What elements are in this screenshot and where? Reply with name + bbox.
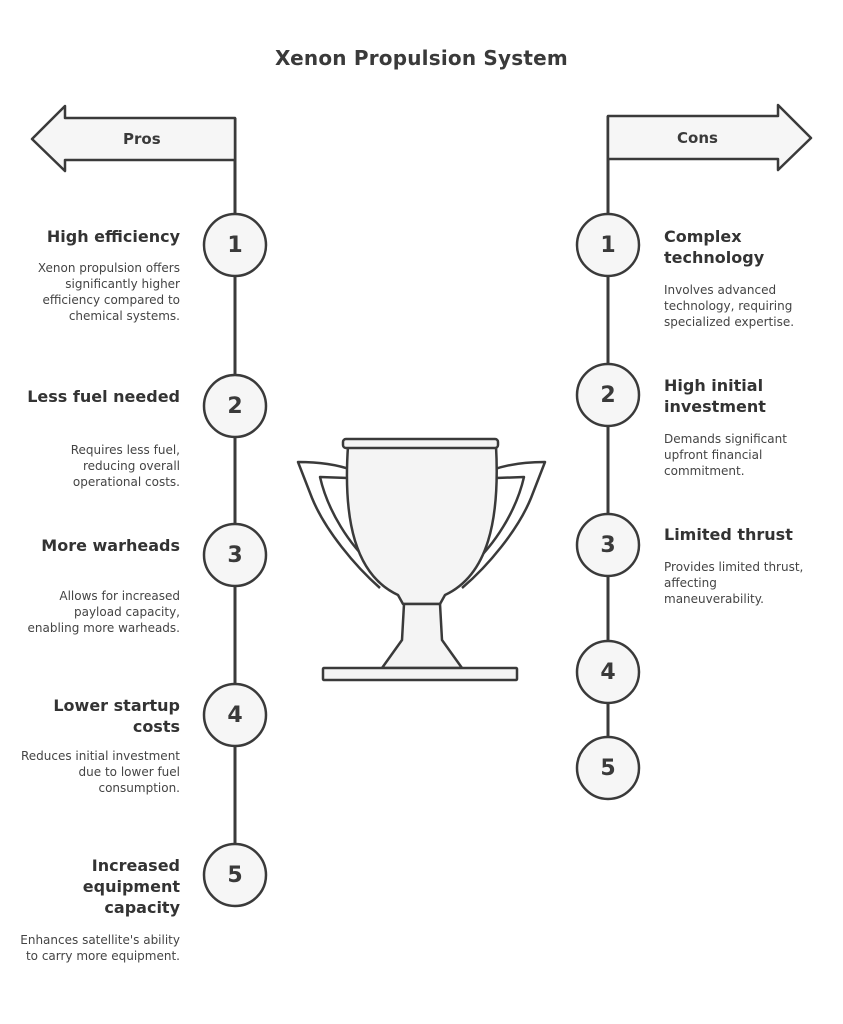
cons-item-3-desc: Provides limited thrust, affecting maneuverability. <box>664 560 804 606</box>
pros-item-5-desc: Enhances satellite's ability to carry more equipment. <box>20 933 180 963</box>
cons-number-2: 2 <box>600 382 616 408</box>
pros-number-3: 3 <box>227 542 243 568</box>
cons-number-5: 5 <box>600 755 616 781</box>
diagram-title: Xenon Propulsion System <box>275 46 568 70</box>
cons-label: Cons <box>677 129 718 147</box>
pros-item-5-title: Increased equipment capacity <box>82 856 180 917</box>
pros-item-4-title: Lower startup costs <box>53 696 180 736</box>
pros-number-1: 1 <box>227 232 243 258</box>
cons-number-3: 3 <box>600 532 616 558</box>
pros-number-5: 5 <box>227 862 243 888</box>
cons-item-2-desc: Demands significant upfront financial commitment. <box>664 432 787 478</box>
pros-item-4-desc: Reduces initial investment due to lower fuel consumption. <box>20 749 180 795</box>
cons-item-2-title: High initial investment <box>664 376 766 416</box>
cons-number-1: 1 <box>600 232 616 258</box>
pros-number-2: 2 <box>227 393 243 419</box>
pros-label: Pros <box>123 130 161 148</box>
cons-number-4: 4 <box>600 659 616 685</box>
cons-item-1-title: Complex technology <box>664 227 765 267</box>
pros-item-3-desc: Allows for increased payload capacity, enabling more warheads. <box>27 589 180 635</box>
pros-item-2-title: Less fuel needed <box>27 387 180 406</box>
cons-item-3-title: Limited thrust <box>664 525 793 544</box>
pros-item-2-desc: Requires less fuel, reducing overall operational costs. <box>70 443 180 489</box>
cons-item-1-desc: Involves advanced technology, requiring specialized expertise. <box>664 283 795 329</box>
pros-item-1-title: High efficiency <box>46 227 180 246</box>
pros-item-3-title: More warheads <box>41 536 180 555</box>
pros-number-4: 4 <box>227 702 243 728</box>
pros-item-1-desc: Xenon propulsion offers significantly higher efficiency compared to chemical systems. <box>37 261 180 323</box>
